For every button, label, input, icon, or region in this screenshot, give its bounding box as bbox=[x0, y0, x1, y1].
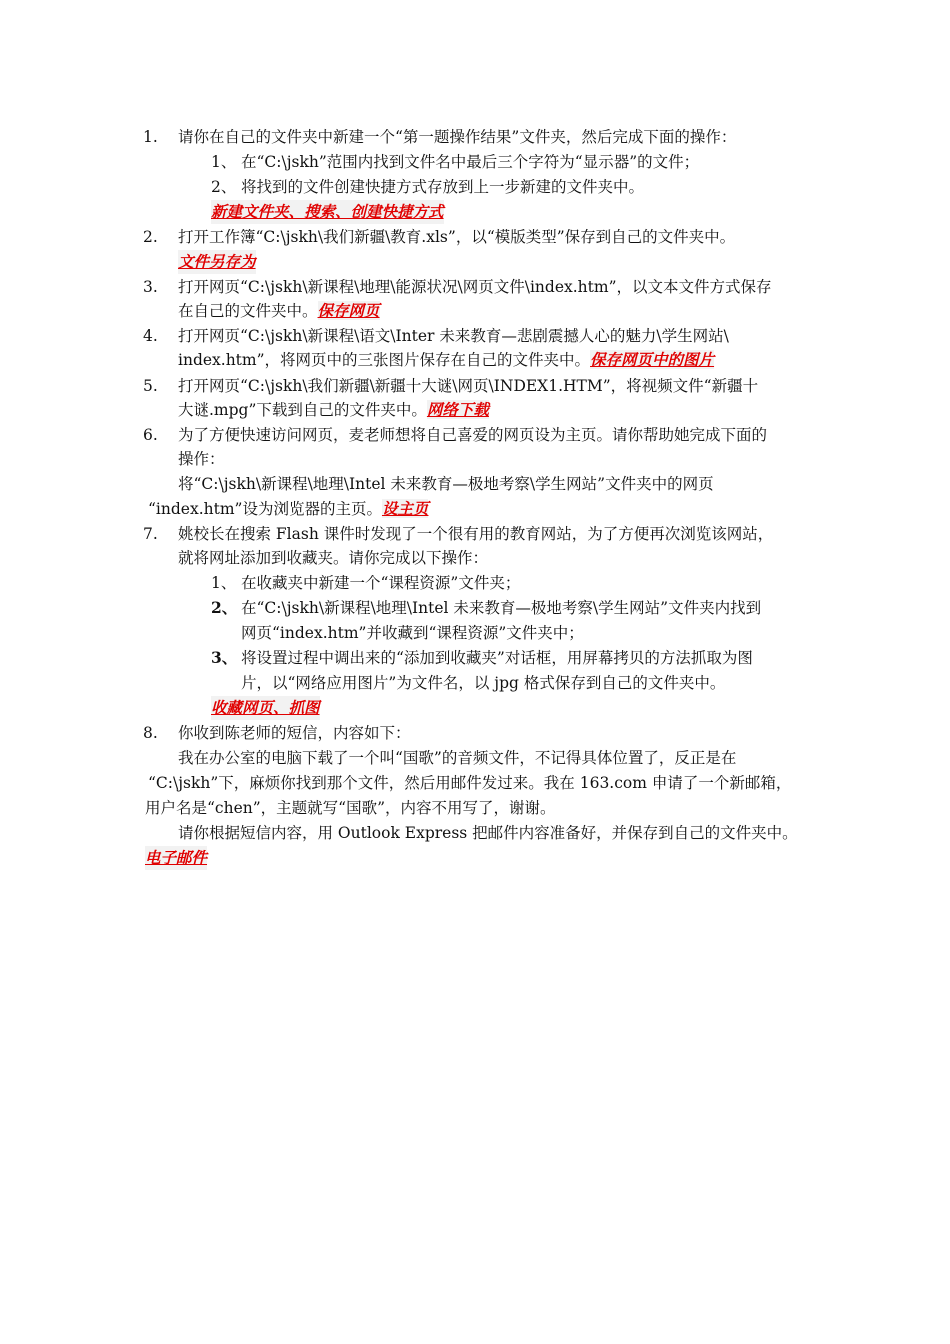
item-2-topic-tag: 文件另存为 bbox=[178, 250, 256, 274]
item-3-line-1: 打开网页“C:\jskh\新课程\地理\能源状况\网页文件\index.htm”，以文本文件方式保存 bbox=[178, 278, 772, 296]
item-1-number: 1. bbox=[143, 128, 158, 146]
item-7-sub-1-number: 1、 bbox=[211, 574, 237, 592]
item-5-number: 5. bbox=[143, 377, 158, 395]
item-7-line-2: 就将网址添加到收藏夹。请你完成以下操作： bbox=[178, 549, 489, 567]
item-7-sub-3-line-1: 将设置过程中调出来的“添加到收藏夹”对话框，用屏幕拷贝的方法抓取为图 bbox=[241, 649, 753, 667]
item-5-line-1: 打开网页“C:\jskh\我们新疆\新疆十大谜\网页\INDEX1.HTM”，将视频文件“新疆十 bbox=[178, 377, 759, 395]
item-6-line-1: 为了方便快速访问网页，麦老师想将自己喜爱的网页设为主页。请你帮助她完成下面的 bbox=[178, 426, 768, 444]
item-6-line-2: 操作： bbox=[178, 450, 225, 468]
item-6-line-4-row bbox=[148, 497, 428, 521]
item-2-number: 2. bbox=[143, 228, 158, 246]
item-7-number: 7. bbox=[143, 525, 158, 543]
item-2-text: 打开工作簿“C:\jskh\我们新疆\教育.xls”，以“模版类型”保存到自己的文件夹中。 bbox=[178, 228, 736, 246]
item-4-line-1: 打开网页“C:\jskh\新课程\语文\Inter 未来教育—悲剧震撼人心的魅力\学生网站\ bbox=[178, 327, 729, 345]
item-6-line-3: 将“C:\jskh\新课程\地理\Intel 未来教育—极地考察\学生网站”文件夹中的网页 bbox=[178, 475, 714, 493]
item-4-number: 4. bbox=[143, 327, 158, 345]
item-6-line-4: “index.htm”设为浏览器的主页。 bbox=[148, 500, 382, 518]
item-8-text: 你收到陈老师的短信，内容如下： bbox=[178, 724, 411, 742]
item-8-message-line-1: 我在办公室的电脑下载了一个叫“国歌”的音频文件，不记得具体位置了，反正是在 bbox=[178, 749, 737, 767]
item-1-sub-1-number: 1、 bbox=[211, 153, 237, 171]
item-6-number: 6. bbox=[143, 426, 158, 444]
item-6-topic-tag: 设主页 bbox=[381, 499, 429, 518]
item-8-message-line-3: 用户名是“chen”，主题就写“国歌”，内容不用写了，谢谢。 bbox=[145, 799, 556, 817]
item-1-sub-2-number: 2、 bbox=[211, 178, 237, 196]
item-7-sub-2-number: 2、 bbox=[211, 598, 238, 617]
item-3-topic-tag: 保存网页 bbox=[317, 301, 380, 320]
item-7-sub-1-text: 在收藏夹中新建一个“课程资源”文件夹； bbox=[241, 574, 521, 592]
item-5-topic-tag: 网络下载 bbox=[426, 400, 489, 419]
item-7-sub-2-line-2: 网页“index.htm”并收藏到“课程资源”文件夹中； bbox=[241, 624, 584, 642]
item-1-text: 请你在自己的文件夹中新建一个“第一题操作结果”文件夹，然后完成下面的操作： bbox=[178, 128, 737, 146]
item-1-sub-2-text: 将找到的文件创建快捷方式存放到上一步新建的文件夹中。 bbox=[241, 178, 645, 196]
item-4-topic-tag: 保存网页中的图片 bbox=[590, 350, 715, 369]
item-7-sub-3-line-2: 片，以“网络应用图片”为文件名，以 jpg 格式保存到自己的文件夹中。 bbox=[241, 674, 726, 692]
item-7-topic-tag: 收藏网页、抓图 bbox=[211, 696, 320, 720]
item-7-line-1: 姚校长在搜索 Flash 课件时发现了一个很有用的教育网站，为了方便再次浏览该网站， bbox=[178, 525, 774, 543]
item-3-number: 3. bbox=[143, 278, 158, 296]
item-5-line-2-row bbox=[178, 398, 489, 422]
item-3-line-2: 在自己的文件夹中。 bbox=[178, 302, 318, 320]
item-5-line-2: 大谜.mpg”下载到自己的文件夹中。 bbox=[178, 401, 427, 419]
item-4-line-2-row bbox=[178, 348, 714, 372]
item-8-instruction: 请你根据短信内容，用 Outlook Express 把邮件内容准备好，并保存到自己的文件夹中。 bbox=[178, 824, 798, 842]
item-7-sub-3-number: 3、 bbox=[211, 648, 238, 667]
item-1-sub-1-text: 在“C:\jskh”范围内找到文件名中最后三个字符为“显示器”的文件； bbox=[241, 153, 700, 171]
item-3-line-2-row bbox=[178, 299, 380, 323]
item-8-topic-tag: 电子邮件 bbox=[145, 846, 207, 870]
item-8-number: 8. bbox=[143, 724, 158, 742]
item-8-message-line-2: “C:\jskh”下，麻烦你找到那个文件，然后用邮件发过来。我在 163.com 申请了一个新邮箱， bbox=[148, 774, 792, 792]
item-4-line-2: index.htm”，将网页中的三张图片保存在自己的文件夹中。 bbox=[178, 351, 591, 369]
item-1-topic-tag: 新建文件夹、搜索、创建快捷方式 bbox=[211, 200, 444, 224]
item-7-sub-2-line-1: 在“C:\jskh\新课程\地理\Intel 未来教育—极地考察\学生网站”文件夹内找到 bbox=[241, 599, 762, 617]
